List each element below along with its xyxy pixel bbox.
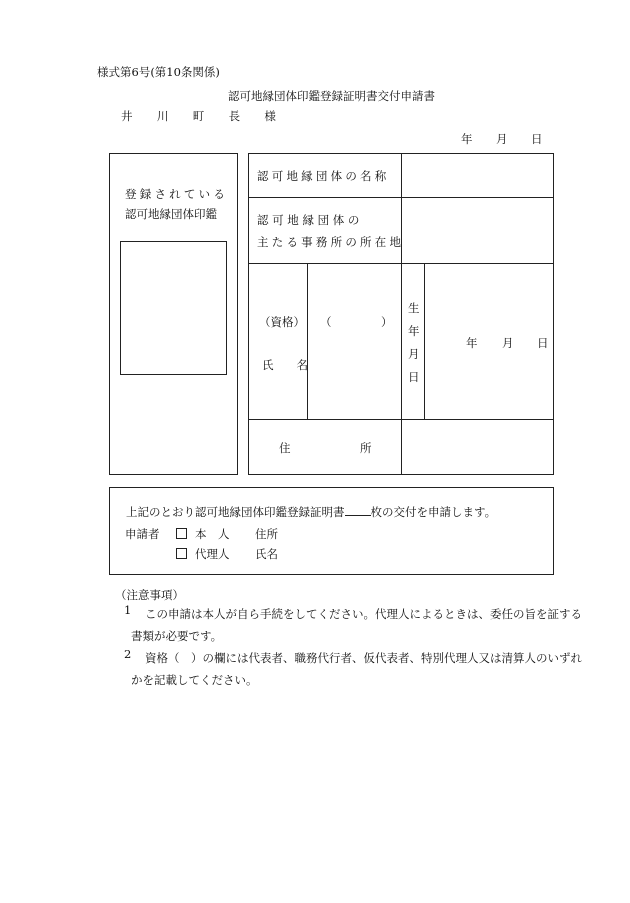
applicant-label: 申請者 bbox=[125, 527, 160, 541]
request-statement-suffix: 枚の交付を申請します。 bbox=[370, 505, 497, 519]
qualification-paren-close: ） bbox=[381, 315, 393, 329]
form-title: 認可地縁団体印鑑登録証明書交付申請書 bbox=[228, 89, 435, 103]
form-number: 様式第6号(第10条関係) bbox=[97, 65, 220, 79]
date-day-label: 日 bbox=[531, 132, 543, 146]
seal-label-line1: 登録されている bbox=[125, 187, 229, 201]
self-address-label: 住所 bbox=[255, 527, 278, 541]
note-text: 資格（ ）の欄には代表者、職務代行者、仮代表者、特別代理人又は清算人のいずれかを記載してください。 bbox=[131, 651, 582, 687]
seal-label-line2: 認可地縁団体印鑑 bbox=[125, 207, 217, 221]
birth-year-label: 年 bbox=[466, 336, 478, 350]
office-label-line2: 主たる事務所の所在地 bbox=[257, 235, 405, 249]
qualification-label: （資格） bbox=[259, 315, 305, 329]
representative-field[interactable] bbox=[310, 266, 399, 416]
notes-heading: （注意事項） bbox=[115, 588, 184, 602]
addressee: 井 川 町 長 様 bbox=[121, 109, 287, 123]
option-self[interactable] bbox=[176, 526, 230, 542]
option-agent[interactable] bbox=[176, 546, 230, 562]
self-checkbox[interactable] bbox=[176, 528, 187, 539]
address-label-a: 住 bbox=[279, 441, 291, 455]
agent-checkbox[interactable] bbox=[176, 548, 187, 559]
office-label-line1: 認 可 地 縁 団 体 の bbox=[257, 213, 360, 227]
column-divider bbox=[424, 263, 425, 419]
office-address-field[interactable] bbox=[403, 200, 551, 261]
request-statement-prefix: 上記のとおり認可地縁団体印鑑登録証明書 bbox=[126, 505, 345, 519]
agent-name-label: 氏名 bbox=[255, 547, 278, 561]
seal-impression-area[interactable] bbox=[120, 241, 227, 375]
note-number: 2 bbox=[124, 647, 132, 661]
person-name-label: 氏 名 bbox=[262, 358, 308, 372]
date-month-label: 月 bbox=[496, 132, 508, 146]
association-name-label: 認可地縁団体の名称 bbox=[257, 169, 390, 183]
address-label-b: 所 bbox=[360, 441, 372, 455]
qualification-paren-open: （ bbox=[320, 315, 332, 329]
birth-label-char: 年 bbox=[408, 324, 420, 338]
column-divider bbox=[401, 153, 402, 475]
birth-label-char: 日 bbox=[408, 370, 420, 384]
option-self-label: 本 人 bbox=[195, 527, 230, 541]
birth-label-char: 生 bbox=[408, 301, 420, 315]
column-divider bbox=[307, 263, 308, 419]
note-text: この申請は本人が自ら手続をしてください。代理人によるときは、委任の旨を証する書類が必要です。 bbox=[131, 607, 582, 643]
copies-count-field[interactable] bbox=[345, 504, 371, 516]
note-number: 1 bbox=[124, 603, 132, 617]
birth-month-label: 月 bbox=[502, 336, 514, 350]
address-field[interactable] bbox=[403, 422, 551, 472]
association-name-field[interactable] bbox=[403, 156, 551, 195]
birth-day-label: 日 bbox=[537, 336, 549, 350]
option-agent-label: 代理人 bbox=[195, 547, 230, 561]
birth-label-char: 月 bbox=[408, 347, 420, 361]
date-year-label: 年 bbox=[461, 132, 473, 146]
request-statement bbox=[126, 504, 496, 520]
